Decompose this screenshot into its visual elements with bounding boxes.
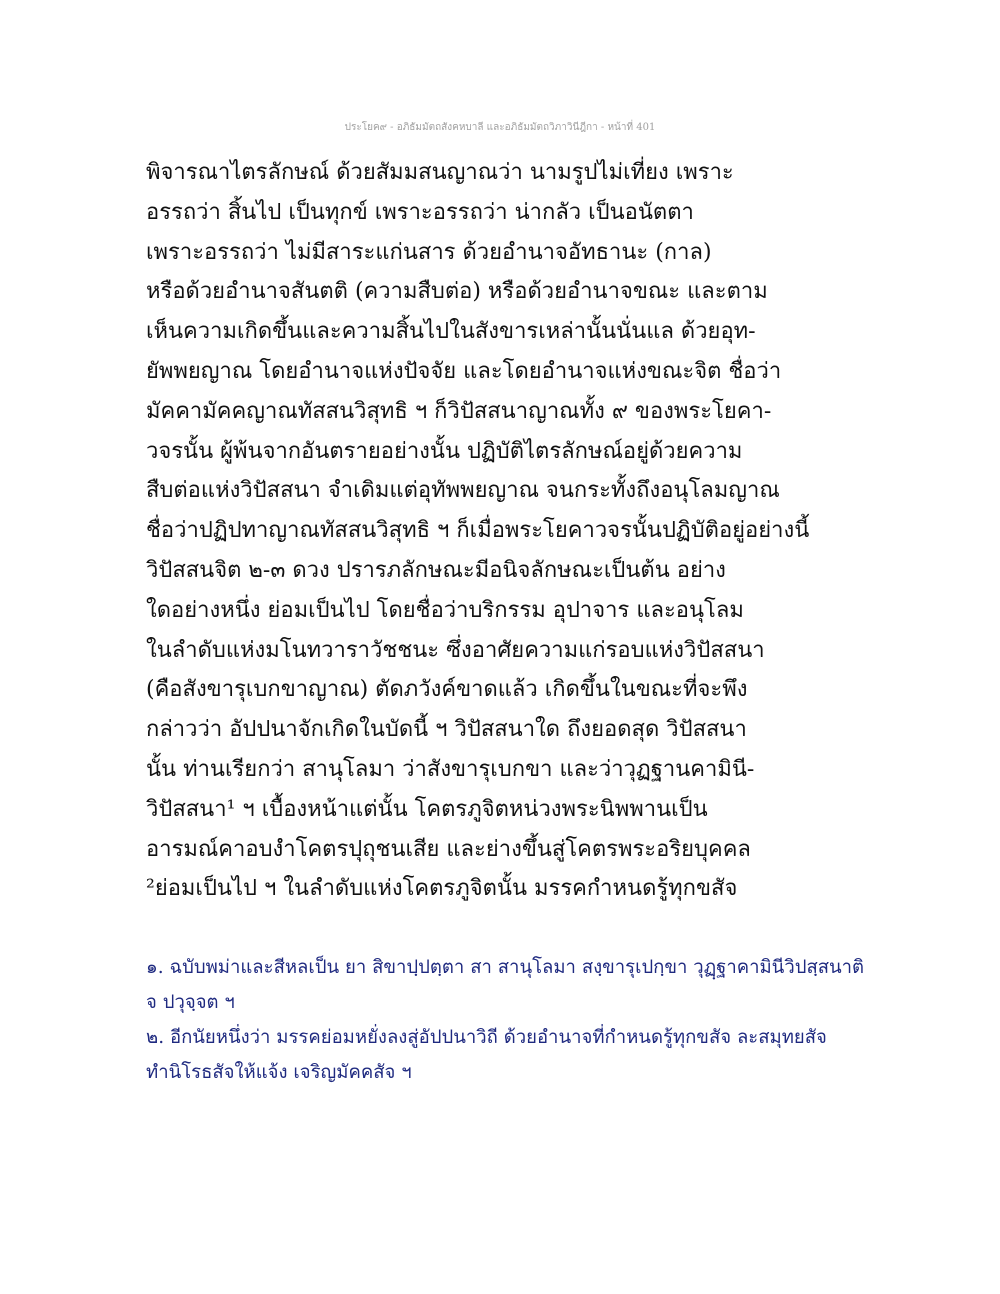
body-line: ชื่อว่าปฏิปทาญาณทัสสนวิสุทธิ ฯ ก็เมื่อพระโยคาวจรนั้นปฏิบัติอยู่อย่างนี้	[146, 518, 810, 544]
footnote-line: จ ปวุจฺจต ฯ	[146, 992, 235, 1013]
body-line: วิปัสสนจิต ๒-๓ ดวง ปรารภลักษณะมีอนิจลักษณะเป็นต้น อย่าง	[146, 557, 726, 583]
body-line: กล่าวว่า อัปปนาจักเกิดในบัดนี้ ฯ วิปัสสนาใด ถึงยอดสุด วิปัสสนา	[146, 717, 747, 743]
body-line: ยัพพยญาณ โดยอำนาจแห่งปัจจัย และโดยอำนาจแห่งขณะจิต ชื่อว่า	[146, 358, 782, 384]
body-line: ในลำดับแห่งมโนทวาราวัชชนะ ซึ่งอาศัยความแก่รอบแห่งวิปัสสนา	[146, 637, 765, 663]
body-line: นั้น ท่านเรียกว่า สานุโลมา ว่าสังขารุเบกขา และว่าวุฏฐานคามินี-	[146, 756, 755, 782]
body-line: วจรนั้น ผู้พ้นจากอันตรายอย่างนั้น ปฏิบัติไตรลักษณ์อยู่ด้วยความ	[146, 438, 743, 464]
body-line: อารมณ์คาอบงำโคตรปุถุชนเสีย และย่างขึ้นสู่โคตรพระอริยบุคคล	[146, 836, 751, 862]
body-line: ²ย่อมเป็นไป ฯ ในลำดับแห่งโคตรภูจิตนั้น มรรคกำหนดรู้ทุกขสัจ	[146, 876, 738, 902]
footnotes	[146, 950, 946, 1090]
body-line: มัคคามัคคญาณทัสสนวิสุทธิ ฯ ก็วิปัสสนาญาณทั้ง ๙ ของพระโยคา-	[146, 398, 772, 424]
body-line: (คือสังขารุเบกขาญาณ) ตัดภวังค์ขาดแล้ว เกิดขึ้นในขณะที่จะพึง	[146, 677, 748, 703]
body-line: ใดอย่างหนึ่ง ย่อมเป็นไป โดยชื่อว่าบริกรรม อุปาจาร และอนุโลม	[146, 597, 744, 623]
body-text	[146, 153, 906, 909]
body-line: เห็นความเกิดขึ้นและความสิ้นไปในสังขารเหล่านั้นนั่นแล ด้วยอุท-	[146, 319, 756, 345]
body-line: หรือด้วยอำนาจสันตติ (ความสืบต่อ) หรือด้วยอำนาจขณะ และตาม	[146, 279, 768, 305]
body-line: อรรถว่า สิ้นไป เป็นทุกข์ เพราะอรรถว่า น่ากลัว เป็นอนัตตา	[146, 199, 694, 225]
body-line: พิจารณาไตรลักษณ์ ด้วยสัมมสนญาณว่า นามรูปไม่เที่ยง เพราะ	[146, 160, 734, 185]
page-header: ประโยค๙ - อภิธัมมัตถสังคหบาลี และอภิธัมมัตถวิภาวินีฎีกา - หน้าที่ 401	[344, 122, 656, 133]
footnote-line: ๑. ฉบับพม่าและสีหลเป็น ยา สิขาปฺปตฺตา สา สานุโลมา สงฺขารุเปกฺขา วุฏฺฐาคามินีวิปสฺสนาติ	[146, 957, 865, 978]
footnote-line: ทำนิโรธสัจให้แจ้ง เจริญมัคคสัจ ฯ	[146, 1062, 412, 1083]
footnote-line: ๒. อีกนัยหนึ่งว่า มรรคย่อมหยั่งลงสู่อัปปนาวิถี ด้วยอำนาจที่กำหนดรู้ทุกขสัจ ละสมุทยสัจ	[146, 1027, 827, 1048]
body-line: เพราะอรรถว่า ไม่มีสาระแก่นสาร ด้วยอำนาจอัทธานะ (กาล)	[146, 239, 712, 265]
body-line: วิปัสสนา¹ ฯ เบื้องหน้าแต่นั้น โคตรภูจิตหน่วงพระนิพพานเป็น	[146, 796, 708, 822]
body-line: สืบต่อแห่งวิปัสสนา จำเดิมแต่อุทัพพยญาณ จนกระทั้งถึงอนุโลมญาณ	[146, 478, 780, 504]
